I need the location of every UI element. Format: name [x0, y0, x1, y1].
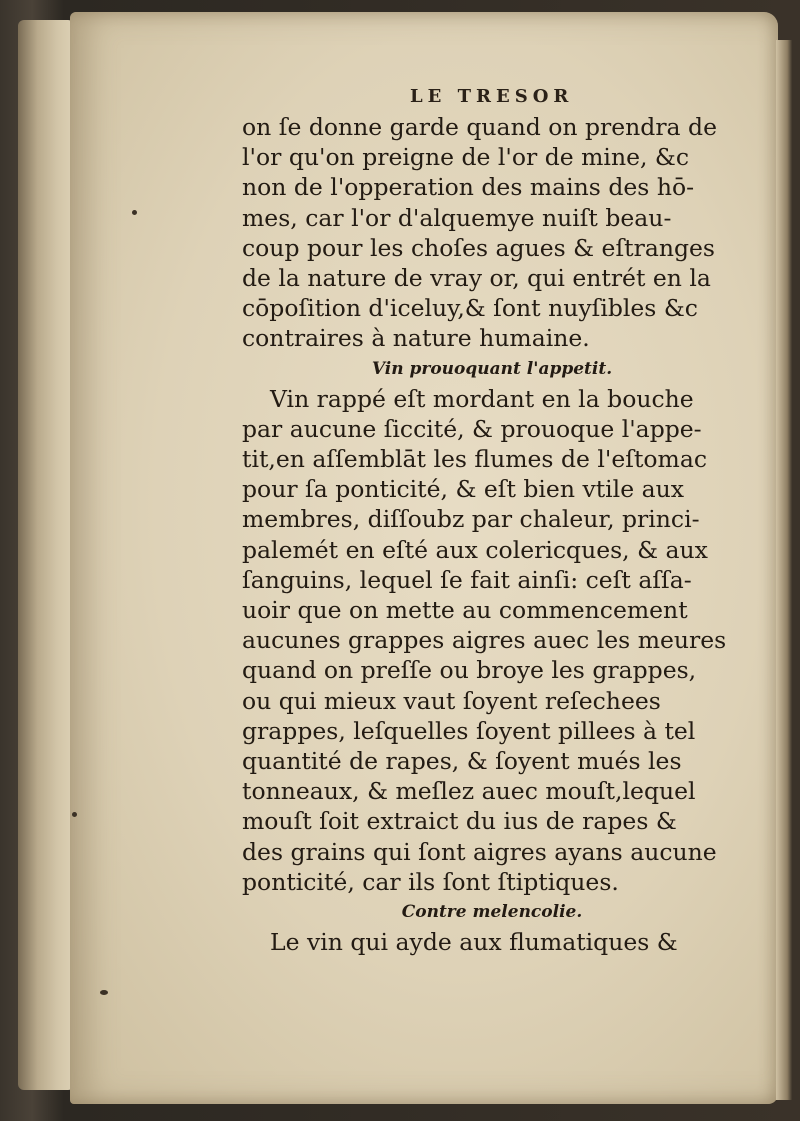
text-line: quand on preſſe ou broye les grappes, — [242, 656, 697, 685]
text-line: quantité de rapes, & ſoyent mués les — [242, 746, 682, 775]
text-line: uoir que on mette au commencement — [242, 596, 688, 624]
text-line: mouſt ſoit extraict du ius de rapes & — [242, 807, 677, 836]
text-line: ponticité, car ils ſont ſtiptiques. — [242, 867, 619, 896]
ink-speck — [72, 812, 77, 817]
text-line: cōpoſition d'iceluy,& ſont nuyſibles &c — [242, 294, 698, 323]
text-line: grappes, leſquelles ſoyent pillees à tel — [242, 716, 696, 745]
text-line: tonneaux, & meſlez auec mouſt,lequel — [242, 777, 696, 806]
text-line: mes, car l'or d'alquemye nuiſt beau- — [242, 203, 672, 232]
text-line: ou qui mieux vaut ſoyent reſechees — [242, 686, 661, 715]
text-line: coup pour les choſes agues & eſtranges — [242, 233, 715, 262]
ink-speck — [132, 210, 137, 215]
running-head: LE TRESOR — [410, 86, 574, 107]
text-line: de la nature de vray or, qui entrét en la — [242, 263, 711, 292]
text-line: palemét en eſté aux colericques, & aux — [242, 535, 708, 564]
text-line: Le vin qui ayde aux flumatiques & — [270, 928, 678, 957]
text-line: l'or qu'on preigne de l'or de mine, &c — [242, 143, 690, 172]
text-line: des grains qui ſont aigres ayans aucune — [242, 837, 717, 866]
section-heading: Contre melencolie. — [401, 901, 583, 922]
text-line: tit,en aſſemblāt les flumes de l'eſtomac — [242, 445, 707, 474]
body-text — [242, 112, 742, 957]
book-gutter — [18, 20, 74, 1090]
text-line: Vin rappé eſt mordant en la bouche — [270, 384, 694, 413]
text-line: membres, diſſoubz par chaleur, princi- — [242, 505, 700, 534]
page-edge — [776, 40, 792, 1100]
text-line: non de l'opperation des mains des hō- — [242, 173, 695, 202]
text-line: ſanguins, lequel ſe fait ainſi: ceſt aſſa- — [242, 565, 692, 594]
section-heading: Vin prouoquant l'appetit. — [371, 358, 613, 379]
ink-speck — [100, 990, 108, 995]
text-line: on ſe donne garde quand on prendra de — [242, 113, 717, 141]
text-line: aucunes grappes aigres auec les meures — [242, 626, 727, 655]
text-line: contraires à nature humaine. — [242, 324, 590, 353]
text-line: pour ſa ponticité, & eſt bien vtile aux — [242, 475, 684, 504]
text-line: par aucune ſiccité, & prouoque l'appe- — [242, 414, 702, 443]
